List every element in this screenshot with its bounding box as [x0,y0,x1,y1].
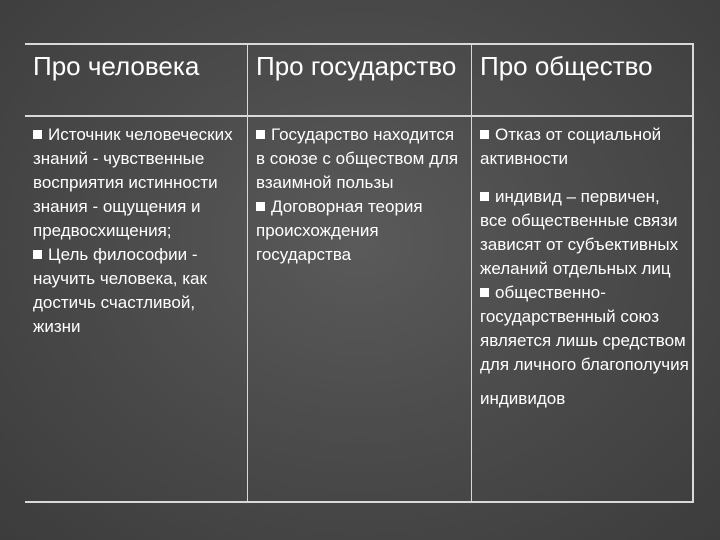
list-item [33,243,245,339]
square-bullet-icon [33,130,42,139]
column-divider-2 [471,43,472,503]
header-society: Про общество [480,51,653,81]
square-bullet-icon [256,130,265,139]
list-item [480,185,690,281]
header-state: Про государство [256,51,457,81]
table-border-right [692,43,694,503]
list-item [256,123,466,195]
list-item [33,123,245,243]
square-bullet-icon [480,192,489,201]
list-item [480,281,690,377]
header-cell-person [33,51,243,82]
comparison-table [25,43,694,503]
cell-state [256,123,466,267]
cell-person [33,123,245,339]
list-item-continuation: индивидов [480,389,566,408]
cell-society [480,123,690,411]
square-bullet-icon [480,130,489,139]
table-border-top [25,43,694,45]
header-cell-society [480,51,690,82]
list-item [480,123,690,171]
list-item-text: Источник человеческих знаний - чувственные восприятия истинности знания - ощущения и предвосхищения; [33,125,233,240]
list-item-text: индивид – первичен, все общественные связи зависят от субъективных желаний отдельных лиц [480,187,679,278]
list-item-text: Государство находится в союзе с обществом для взаимной пользы [256,125,459,192]
square-bullet-icon [480,288,489,297]
list-item-text: Договорная теория происхождения государства [256,197,423,264]
list-item-text: общественно-государственный союз является лишь средством для личного благополучия [480,283,689,374]
square-bullet-icon [33,250,42,259]
square-bullet-icon [256,202,265,211]
list-item [256,195,466,267]
header-cell-state [256,51,466,82]
header-person: Про человека [33,51,200,81]
list-item-text: Отказ от социальной активности [480,125,662,168]
list-item-text: Цель философии - научить человека, как достичь счастливой, жизни [33,245,207,336]
header-divider [25,115,694,117]
table-border-bottom [25,501,694,503]
column-divider-1 [247,43,248,503]
